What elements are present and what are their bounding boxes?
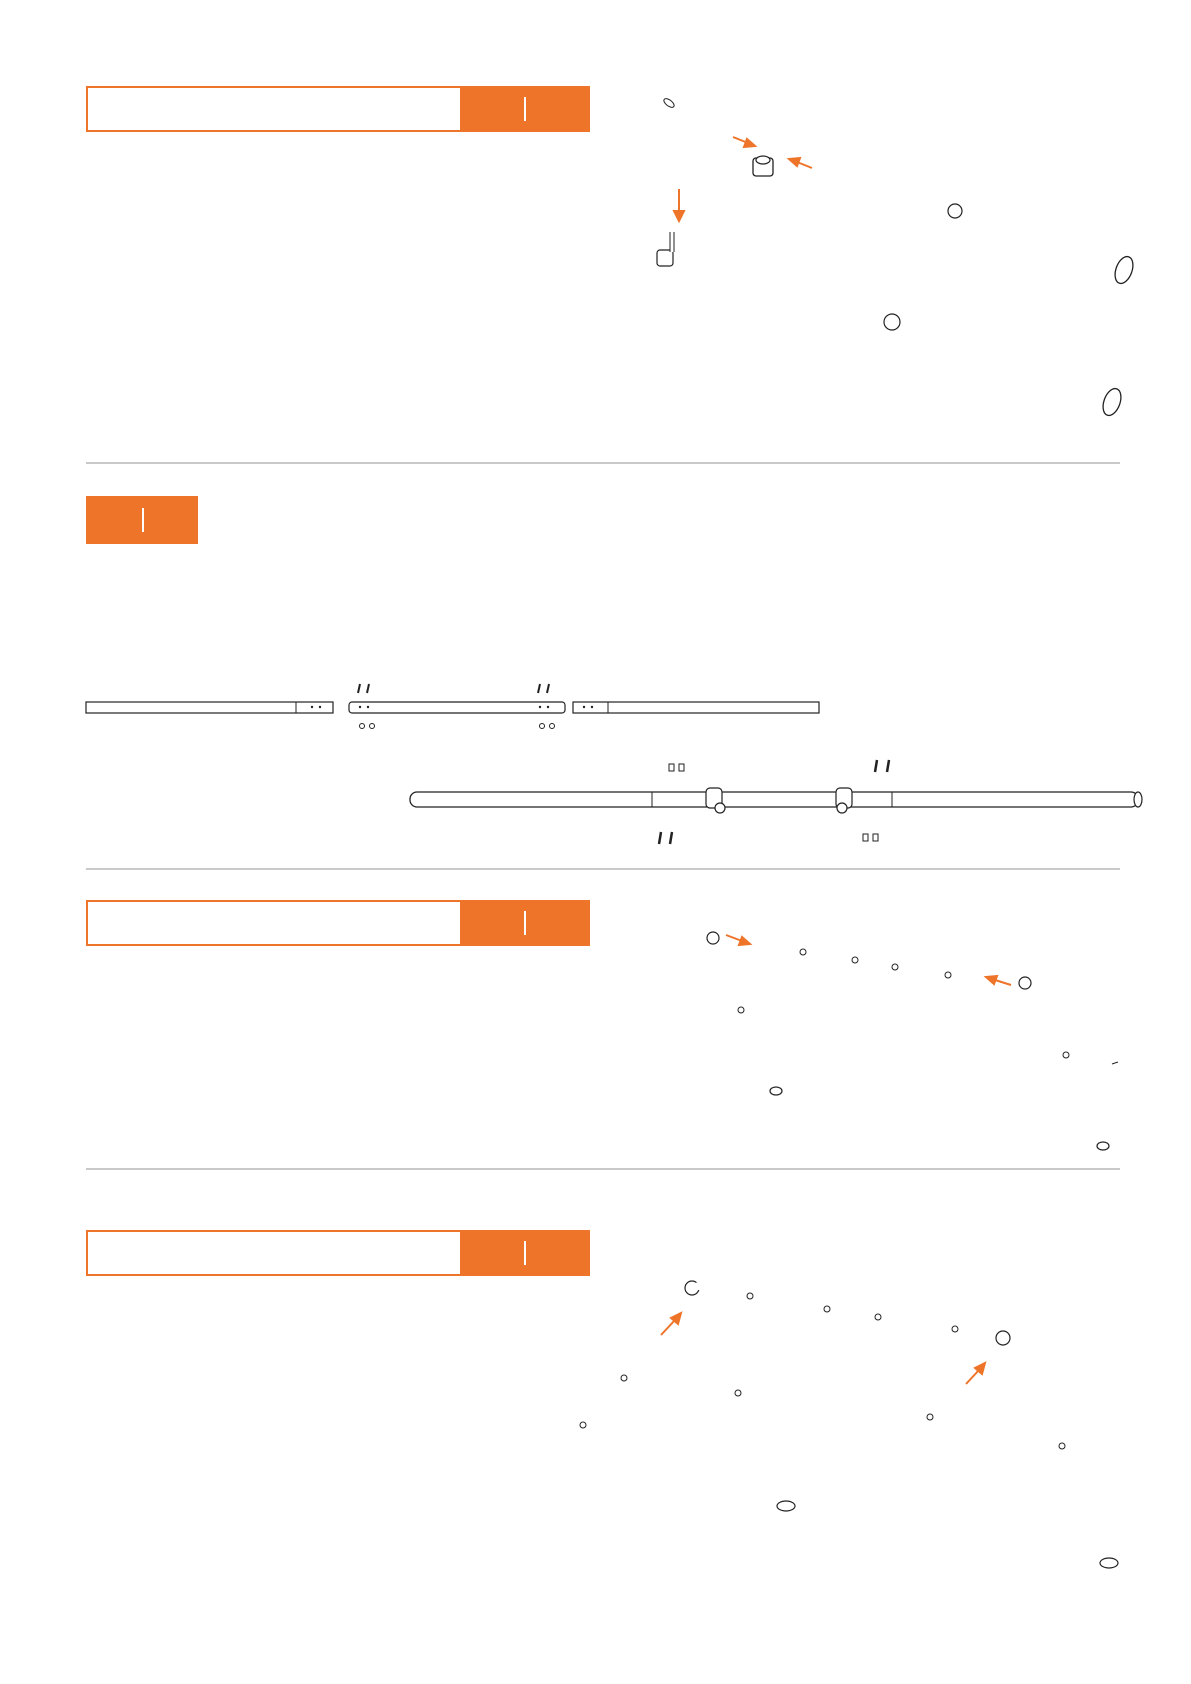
left-leg	[696, 897, 782, 1095]
upper-long-pipe	[787, 173, 1136, 286]
divider-3	[86, 1168, 1120, 1170]
left-side-brace	[563, 1357, 642, 1448]
tube-middle	[349, 702, 565, 713]
tube-left	[86, 702, 333, 713]
right-side-brace	[888, 1398, 944, 1474]
step-1-illustration	[0, 0, 1191, 460]
frame-left-leg	[677, 1230, 795, 1511]
divider-1	[86, 462, 1120, 464]
upper-bent-arm	[662, 97, 752, 160]
dash-mark	[1112, 1062, 1118, 1064]
right-leg	[1019, 913, 1109, 1150]
lower-assembled-pipe	[590, 197, 1124, 418]
frame-top-bar	[698, 1286, 998, 1336]
pipe-connector	[753, 156, 773, 176]
step-2-number-divider	[142, 508, 144, 532]
step-2-illustration	[0, 660, 1191, 860]
tube-right	[573, 702, 819, 713]
step-4-illustration	[0, 1220, 1191, 1570]
frame-right-leg	[996, 1235, 1118, 1568]
step-2-number-box	[86, 496, 198, 544]
bolts-exploded	[358, 684, 549, 693]
divider-2	[86, 868, 1120, 870]
top-bar	[764, 945, 976, 980]
step-1-arrows	[674, 137, 812, 221]
tube-assembled	[410, 788, 1142, 813]
step-3-illustration	[0, 880, 1191, 1160]
nuts-exploded	[360, 724, 555, 729]
